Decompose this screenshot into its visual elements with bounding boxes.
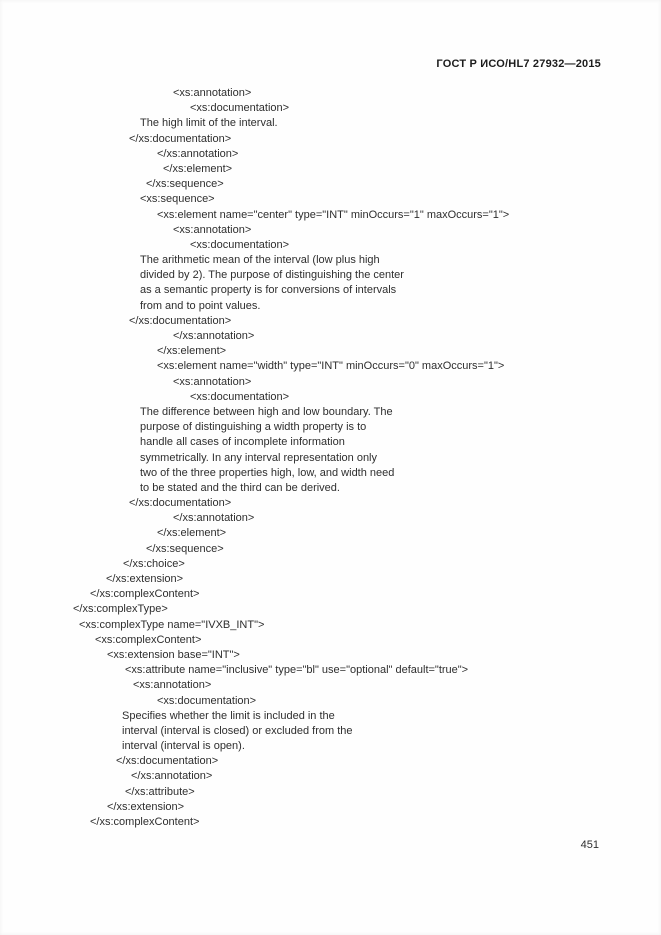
code-line: </xs:documentation> xyxy=(129,497,232,510)
code-line: </xs:annotation> xyxy=(157,147,239,160)
code-line: <xs:annotation> xyxy=(173,223,252,236)
code-line: </xs:attribute> xyxy=(125,785,195,798)
code-line: </xs:sequence> xyxy=(146,542,224,555)
code-line: <xs:element name="center" type="INT" minOccurs="1" maxOccurs="1"> xyxy=(157,208,510,221)
code-line: </xs:complexType> xyxy=(73,603,168,616)
document-header: ГОСТ Р ИСО/HL7 27932—2015 xyxy=(436,58,601,70)
code-line: <xs:annotation> xyxy=(173,375,252,388)
code-line: <xs:documentation> xyxy=(190,102,290,115)
code-line: handle all cases of incomplete information xyxy=(140,436,345,449)
code-line: The arithmetic mean of the interval (low plus high xyxy=(140,254,380,267)
code-line: </xs:documentation> xyxy=(129,132,232,145)
code-line: <xs:sequence> xyxy=(140,193,215,206)
code-line: </xs:element> xyxy=(157,345,227,358)
code-line: The difference between high and low boundary. The xyxy=(140,405,393,418)
code-line: </xs:documentation> xyxy=(116,755,219,768)
code-line: </xs:annotation> xyxy=(173,330,255,342)
code-line: </xs:complexContent> xyxy=(90,816,200,828)
code-line: <xs:attribute name="inclusive" type="bl" use="optional" default="true"> xyxy=(125,664,469,677)
code-line: </xs:extension> xyxy=(107,800,185,813)
code-line: The high limit of the interval. xyxy=(140,117,278,130)
code-line: <xs:complexContent> xyxy=(95,633,202,646)
code-line: symmetrically. In any interval representation only xyxy=(140,451,378,464)
code-line: </xs:documentation> xyxy=(129,314,232,327)
code-line: from and to point values. xyxy=(140,299,261,312)
code-line: interval (interval is open). xyxy=(122,740,245,753)
page-number: 451 xyxy=(580,839,599,851)
code-line: <xs:annotation> xyxy=(133,679,212,692)
code-line: <xs:documentation> xyxy=(157,694,257,707)
code-line: </xs:choice> xyxy=(123,557,185,570)
code-line: <xs:element name="width" type="INT" minOccurs="0" maxOccurs="1"> xyxy=(157,360,505,373)
code-line: two of the three properties high, low, and width need xyxy=(140,466,395,479)
code-line: </xs:extension> xyxy=(106,573,184,585)
code-line: <xs:documentation> xyxy=(190,390,290,403)
code-line: interval (interval is closed) or excluded from the xyxy=(122,724,353,737)
code-line: as a semantic property is for conversions of intervals xyxy=(140,284,397,297)
code-line: to be stated and the third can be derived. xyxy=(140,481,340,494)
code-line: </xs:sequence> xyxy=(146,178,224,191)
code-line: </xs:element> xyxy=(163,162,233,175)
code-line: purpose of distinguishing a width property is to xyxy=(140,421,367,434)
code-line: </xs:annotation> xyxy=(131,770,213,783)
code-line: <xs:annotation> xyxy=(173,87,252,99)
code-line: </xs:annotation> xyxy=(173,512,255,525)
code-line: </xs:complexContent> xyxy=(90,588,200,601)
code-line: <xs:complexType name="IVXB_INT"> xyxy=(79,618,265,631)
code-line: <xs:documentation> xyxy=(190,238,290,251)
code-line: Specifies whether the limit is included in the xyxy=(122,709,335,722)
code-line: <xs:extension base="INT"> xyxy=(107,648,240,661)
code-line: </xs:element> xyxy=(157,527,227,540)
code-line: divided by 2). The purpose of distinguishing the center xyxy=(140,269,404,282)
xml-code-block xyxy=(73,86,651,830)
